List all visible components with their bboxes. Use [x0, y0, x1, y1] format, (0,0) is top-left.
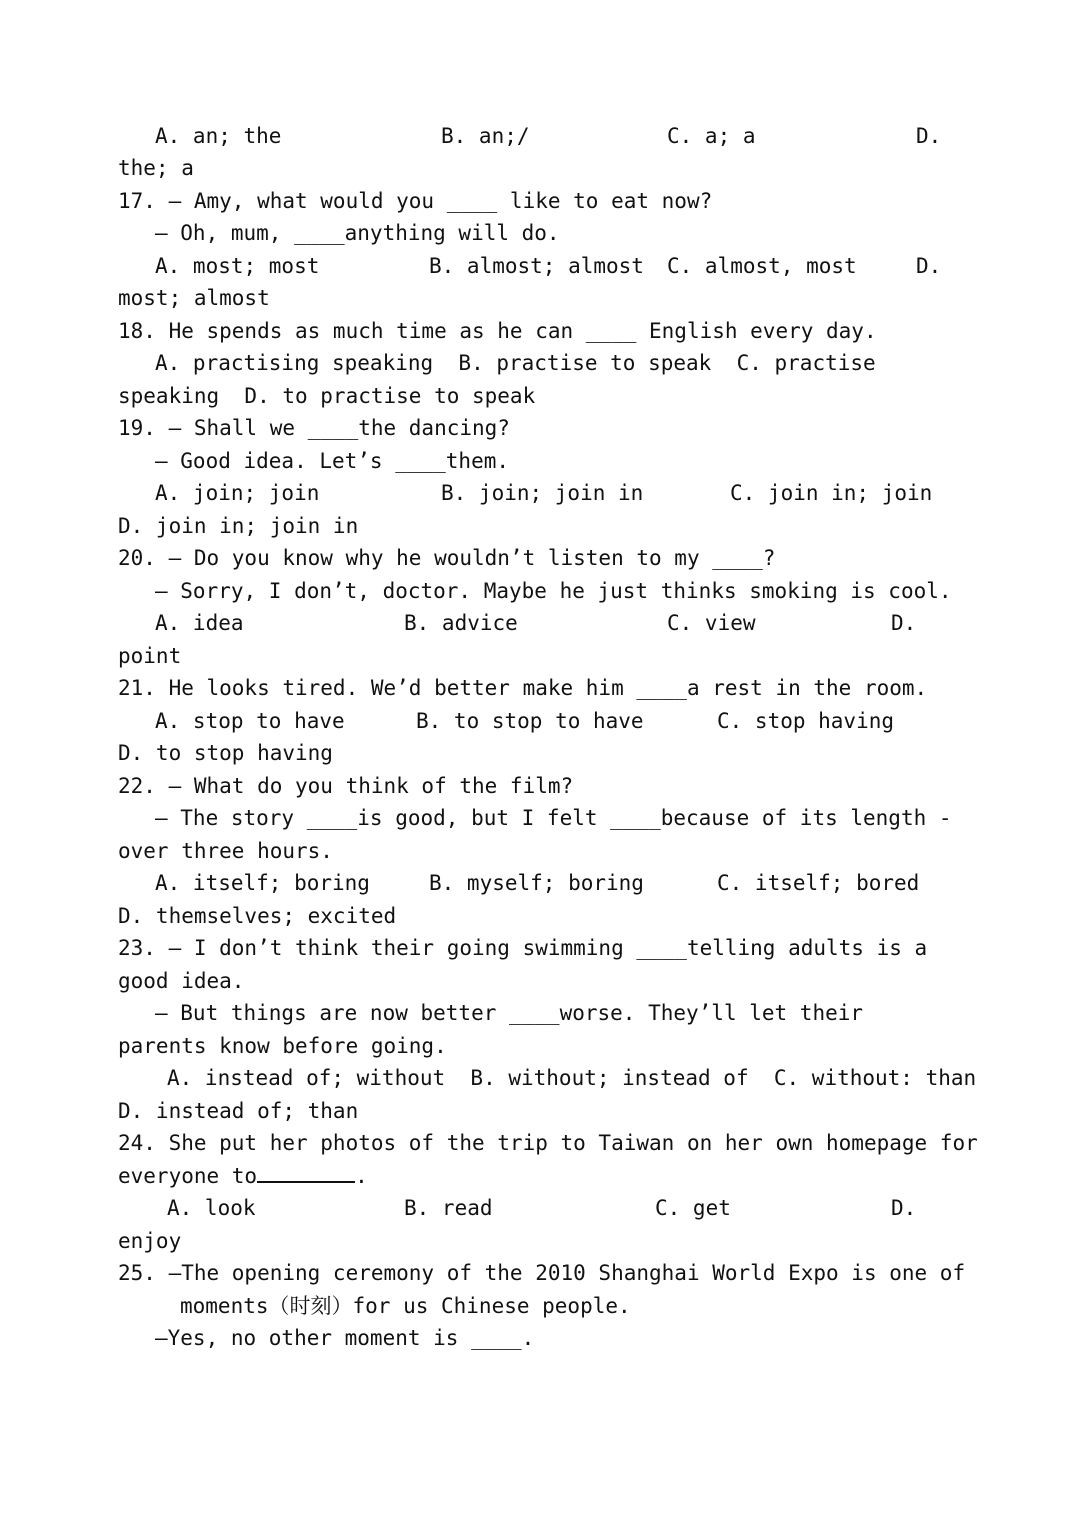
q17-option-a: A. most; most	[155, 254, 320, 278]
q19-option-a: A. join; join	[155, 481, 320, 505]
q20-options	[0, 607, 1087, 639]
q20-reply: — Sorry, I don’t, doctor. Maybe he just thinks smoking is cool.	[155, 579, 952, 603]
q22-option-b: B. myself; boring	[429, 871, 644, 895]
q21-stem: 21. He looks tired. We’d better make him ____a rest in the room.	[118, 676, 928, 700]
q24-option-c: C. get	[655, 1196, 731, 1220]
q20-option-d: D.	[891, 611, 917, 635]
q20-option-a: A. idea	[155, 611, 244, 635]
q23-options-continued: D. instead of; than	[118, 1099, 359, 1123]
q23-reply: — But things are now better ____worse. They’ll let their	[155, 1001, 864, 1025]
q25-stem: 25. —The opening ceremony of the 2010 Shanghai World Expo is one of	[118, 1261, 966, 1285]
q23-reply-continued: parents know before going.	[118, 1034, 447, 1058]
q22-option-d: D. themselves; excited	[118, 904, 397, 928]
q18-options-continued: speaking D. to practise to speak	[118, 384, 536, 408]
q25-stem-continued: moments（时刻）for us Chinese people.	[180, 1294, 631, 1318]
q24-option-b: B. read	[404, 1196, 493, 1220]
q17-stem: 17. — Amy, what would you ____ like to eat now?	[118, 189, 713, 213]
q16-option-d: D.	[916, 124, 942, 148]
q22-reply-continued: over three hours.	[118, 839, 333, 863]
q21-option-b: B. to stop to have	[416, 709, 644, 733]
q25-reply: —Yes, no other moment is ____.	[155, 1326, 535, 1350]
q24-stem-period: .	[355, 1164, 368, 1188]
q19-option-c: C. join in; join	[730, 481, 933, 505]
q22-options	[0, 867, 1087, 899]
q18-stem: 18. He spends as much time as he can ____ English every day.	[118, 319, 877, 343]
q21-option-d: D. to stop having	[118, 741, 333, 765]
q22-option-a: A. itself; boring	[155, 871, 370, 895]
q17-options	[0, 250, 1087, 282]
q24-option-a: A. look	[167, 1196, 256, 1220]
q24-stem-text: everyone to	[118, 1164, 258, 1188]
q16-option-d-text: the; a	[118, 156, 194, 180]
q16-option-c: C. a; a	[667, 124, 756, 148]
q20-option-c: C. view	[667, 611, 756, 635]
q16-option-a: A. an; the	[155, 124, 282, 148]
q23-stem: 23. — I don’t think their going swimming ____telling adults is a	[118, 936, 928, 960]
q19-option-d: D. join in; join in	[118, 514, 359, 538]
q19-stem: 19. — Shall we ____the dancing?	[118, 416, 510, 440]
q20-option-b: B. advice	[404, 611, 518, 635]
q23-options: A. instead of; without B. without; instead of C. without: than	[167, 1066, 977, 1090]
q22-reply: — The story ____is good, but I felt ____because of its length -	[155, 806, 952, 830]
q16-option-b: B. an;/	[441, 124, 530, 148]
q24-option-d-text: enjoy	[118, 1229, 182, 1253]
q23-stem-continued: good idea.	[118, 969, 245, 993]
q24-options	[0, 1192, 1087, 1224]
q17-option-d-text: most; almost	[118, 286, 270, 310]
q17-reply: — Oh, mum, ____anything will do.	[155, 221, 560, 245]
q19-option-b: B. join; join in	[441, 481, 644, 505]
q19-options	[0, 477, 1087, 509]
q20-stem: 20. — Do you know why he wouldn’t listen to my ____?	[118, 546, 776, 570]
q24-stem-continued	[118, 1160, 368, 1192]
q18-options: A. practising speaking B. practise to speak C. practise	[155, 351, 876, 375]
q17-option-c: C. almost, most	[667, 254, 857, 278]
q17-option-b: B. almost; almost	[429, 254, 644, 278]
q16-options	[0, 120, 1087, 152]
q20-option-d-text: point	[118, 644, 182, 668]
q17-option-d: D.	[916, 254, 942, 278]
q24-stem: 24. She put her photos of the trip to Taiwan on her own homepage for	[118, 1131, 978, 1155]
answer-blank	[257, 1163, 355, 1183]
q24-option-d: D.	[891, 1196, 917, 1220]
q21-option-a: A. stop to have	[155, 709, 345, 733]
q21-options	[0, 705, 1087, 737]
q19-reply: — Good idea. Let’s ____them.	[155, 449, 510, 473]
q21-option-c: C. stop having	[717, 709, 895, 733]
q22-option-c: C. itself; bored	[717, 871, 920, 895]
q22-stem: 22. — What do you think of the film?	[118, 774, 574, 798]
